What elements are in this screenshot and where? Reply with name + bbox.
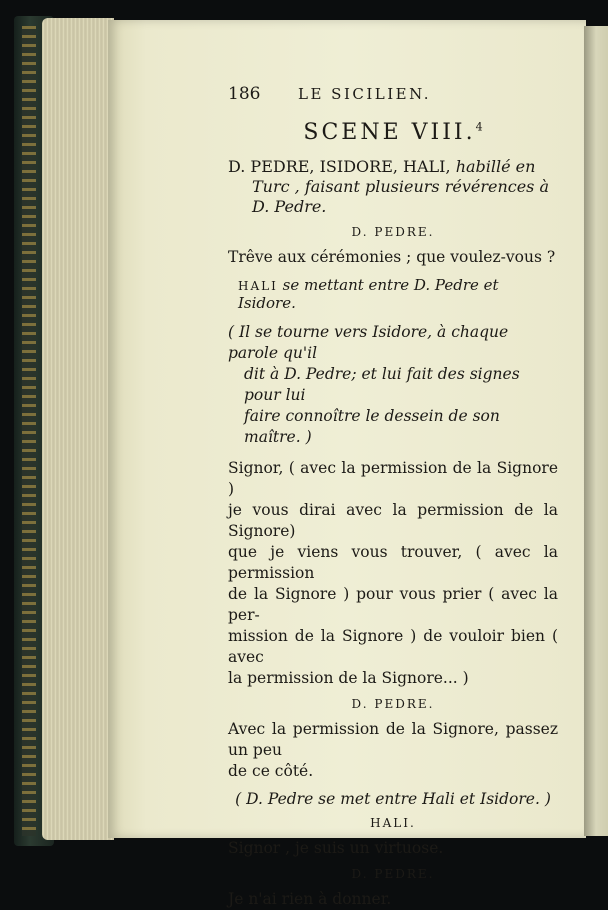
footnote-mark: 4	[475, 120, 483, 134]
speaker-heading: D. PEDRE.	[351, 697, 435, 711]
speaker-with-direction	[238, 276, 558, 312]
cast-direction-3: D. Pedre.	[252, 197, 327, 216]
speaker-heading: HALI	[238, 279, 278, 293]
speech-line: de ce côté.	[228, 762, 314, 780]
speech-line: que je viens vous trouver, ( avec la permission	[228, 543, 558, 582]
cast-direction-1: habillé en	[455, 157, 536, 176]
speech-line: Signor, ( avec la permission de la Signore )	[228, 459, 558, 498]
speech-line: de la Signore ) pour vous prier ( avec la per-	[228, 585, 558, 624]
running-head: LE SICILIEN.	[298, 85, 432, 103]
speaker-heading: D. PEDRE.	[351, 225, 435, 239]
stage-direction: se mettant entre D. Pedre et Isidore.	[238, 276, 499, 312]
cast-names: D. PEDRE, ISIDORE, HALI,	[228, 157, 451, 176]
paren-open: (	[228, 323, 235, 341]
speaker-heading: HALI.	[370, 816, 416, 830]
speech-block	[228, 719, 558, 782]
speaker-heading: D. PEDRE.	[351, 867, 435, 881]
stage-direction-text: Il se tourne vers Isidore, à chaque parole qu'il	[228, 323, 509, 362]
dialogue-line: Trêve aux cérémonies ; que voulez-vous ?	[228, 248, 556, 266]
stage-direction-line	[228, 406, 558, 448]
speech-block	[228, 458, 558, 689]
page-content	[228, 84, 558, 910]
speech-line: mission de la Signore ) de vouloir bien ( avec	[228, 627, 558, 666]
paren-open: (	[235, 790, 242, 808]
speech-line: je vous dirai avec la permission de la Signore)	[228, 501, 558, 540]
facing-page-edge	[584, 26, 608, 836]
page-header	[228, 84, 558, 106]
stage-direction-line	[228, 322, 558, 364]
page-number: 186	[228, 84, 261, 104]
stage-direction-block	[228, 322, 558, 448]
scene-title-text: SCENE VIII.	[303, 120, 476, 145]
stage-direction-line: dit à D. Pedre; et lui fait des signes pour lui	[244, 365, 520, 404]
paren-close: )	[544, 790, 551, 808]
cast-direction-2: Turc , faisant plusieurs révérences à	[252, 177, 550, 196]
stage-direction-center	[228, 790, 558, 808]
cast-line-1	[228, 157, 558, 177]
scene-title	[228, 120, 558, 145]
dialogue-line: Je n'ai rien à donner.	[228, 890, 392, 908]
dialogue-line: Signor , je suis un virtuose.	[228, 839, 444, 857]
speech-line: la permission de la Signore... )	[228, 669, 469, 687]
stage-direction-text: D. Pedre se met entre Hali et Isidore.	[246, 790, 540, 808]
speech-line: Avec la permission de la Signore, passez un peu	[228, 720, 558, 759]
cast-list	[228, 157, 558, 217]
paren-close: )	[305, 428, 312, 446]
stage-direction-text: faire connoître le dessein de son maître.	[244, 407, 500, 446]
spine-decoration	[22, 26, 36, 836]
page-edges	[42, 18, 114, 840]
